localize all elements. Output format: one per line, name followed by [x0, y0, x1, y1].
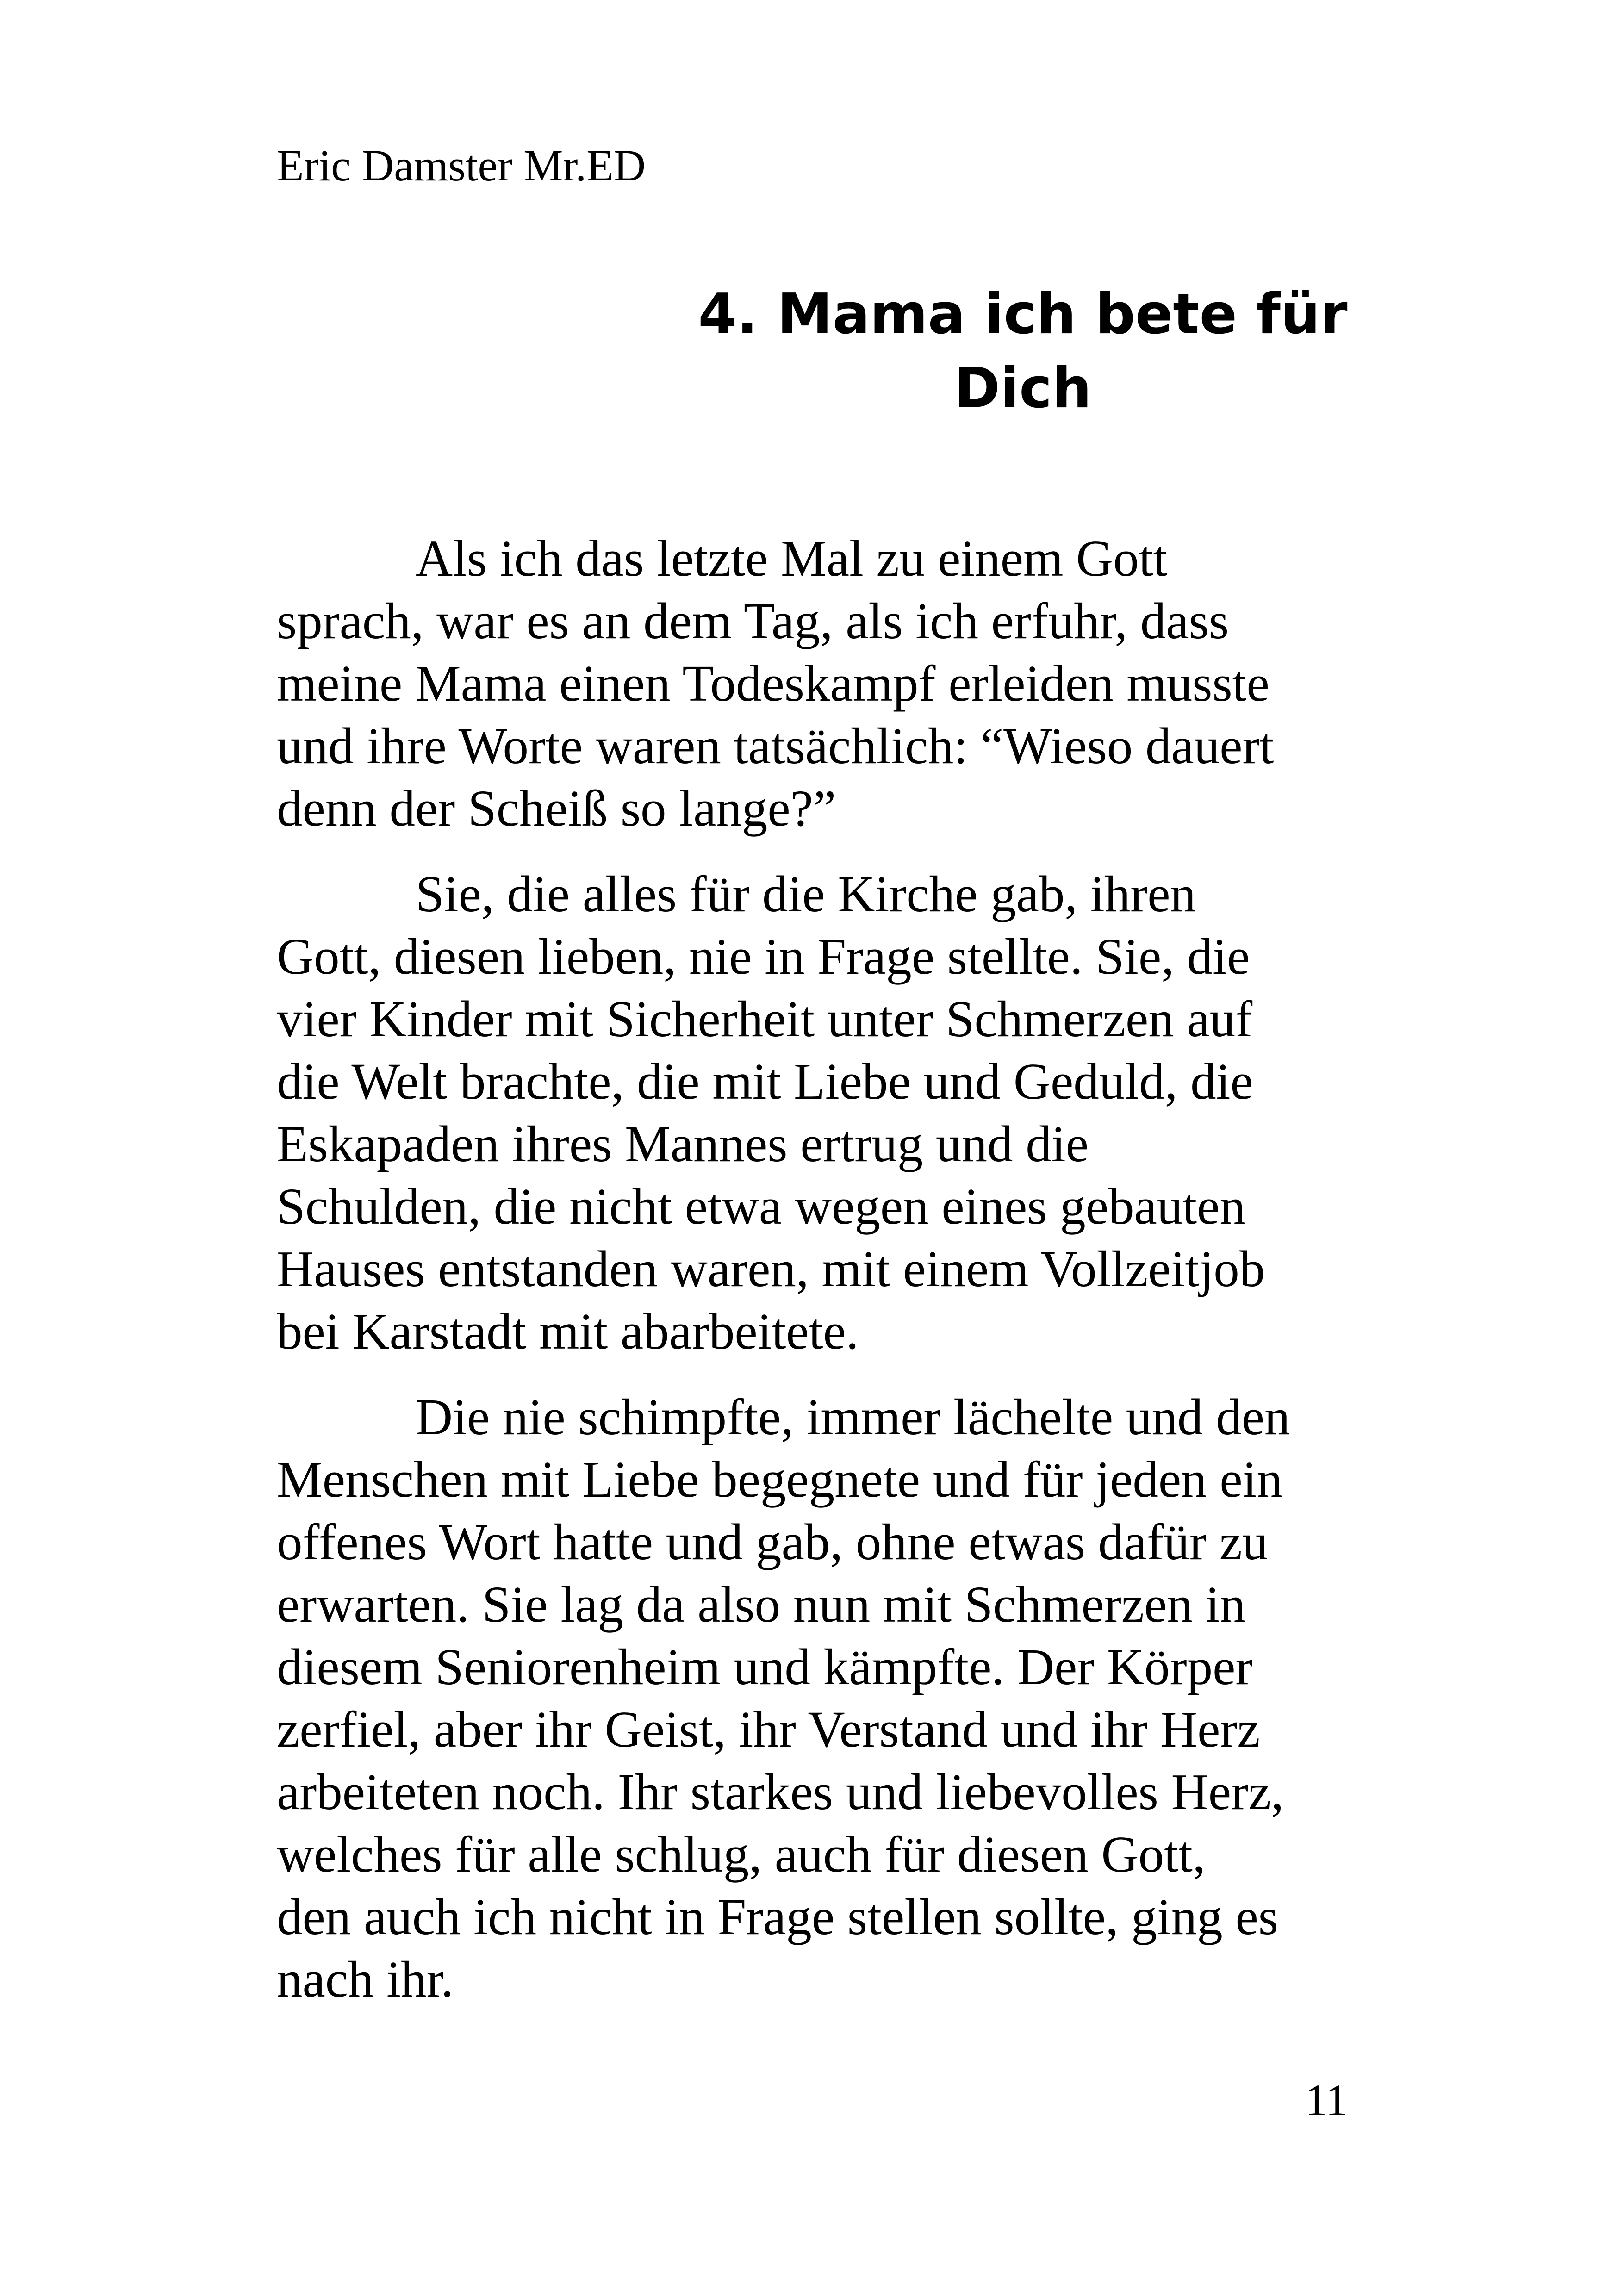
- text-line: zerfiel, aber ihr Geist, ihr Verstand und ihr Herz: [277, 1701, 1260, 1758]
- text-line: bei Karstadt mit abarbeitete.: [277, 1303, 859, 1360]
- text-line: erwarten. Sie lag da also nun mit Schmerzen in: [277, 1576, 1245, 1633]
- body-text: [277, 528, 1346, 2034]
- text-line: diesem Seniorenheim und kämpfte. Der Körper: [277, 1639, 1253, 1696]
- text-line: offenes Wort hatte und gab, ohne etwas dafür zu: [277, 1514, 1268, 1571]
- paragraph-1: [277, 528, 1346, 840]
- text-line: vier Kinder mit Sicherheit unter Schmerzen auf: [277, 991, 1253, 1048]
- text-line: meine Mama einen Todeskampf erleiden musste: [277, 655, 1270, 712]
- text-line: Als ich das letzte Mal zu einem Gott: [416, 530, 1168, 587]
- running-header-author: Eric Damster Mr.ED: [277, 141, 646, 190]
- text-line: denn der Scheiß so lange?”: [277, 780, 836, 837]
- text-line: welches für alle schlug, auch für diesen Gott,: [277, 1826, 1206, 1883]
- text-line: Gott, diesen lieben, nie in Frage stellte. Sie, die: [277, 928, 1250, 985]
- text-line: und ihre Worte waren tatsächlich: “Wieso dauert: [277, 718, 1274, 775]
- page-number: 11: [1305, 2075, 1348, 2125]
- text-line: Hauses entstanden waren, mit einem Vollzeitjob: [277, 1241, 1265, 1298]
- text-line: Menschen mit Liebe begegnete und für jeden ein: [277, 1451, 1282, 1508]
- paragraph-3: [277, 1386, 1346, 2011]
- text-line: sprach, war es an dem Tag, als ich erfuhr, dass: [277, 593, 1229, 650]
- text-line: Sie, die alles für die Kirche gab, ihren: [416, 866, 1196, 923]
- text-line: die Welt brachte, die mit Liebe und Geduld, die: [277, 1053, 1253, 1110]
- text-line: nach ihr.: [277, 1951, 454, 2008]
- text-line: Eskapaden ihres Mannes ertrug und die: [277, 1116, 1089, 1173]
- paragraph-2: [277, 863, 1346, 1363]
- text-line: den auch ich nicht in Frage stellen sollte, ging es: [277, 1889, 1278, 1946]
- text-line: Schulden, die nicht etwa wegen eines gebauten: [277, 1178, 1245, 1235]
- chapter-title-line: Dich: [954, 356, 1092, 421]
- chapter-title-line: 4. Mama ich bete für: [698, 282, 1348, 347]
- text-line: arbeiteten noch. Ihr starkes und liebevolles Herz,: [277, 1764, 1284, 1821]
- chapter-title: [694, 278, 1351, 426]
- text-line: Die nie schimpfte, immer lächelte und den: [416, 1389, 1290, 1446]
